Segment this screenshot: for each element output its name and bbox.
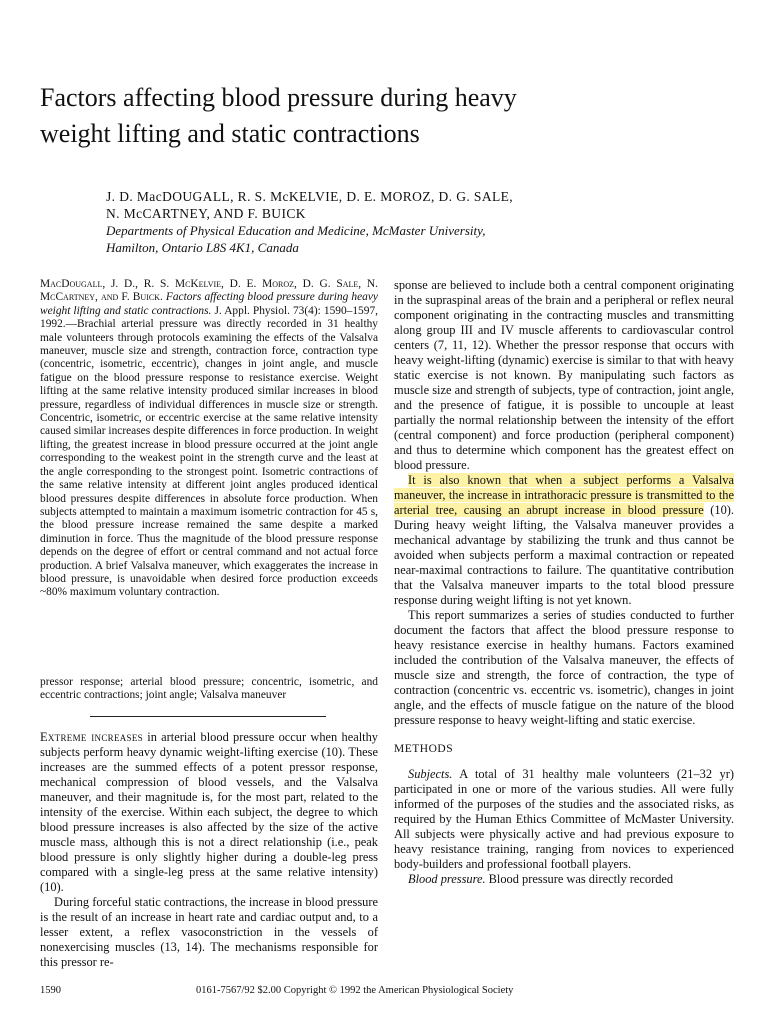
abstract <box>40 278 378 600</box>
abstract-citation-source: J. Appl. Physiol. 73(4): 1590–1597, 1992.— <box>40 304 378 331</box>
subjects-text: A total of 31 healthy male volunteers (21–32 yr) participated in one or more of the various studies. All were fully informed of the purposes of the studies and the associated risks, as required by the Human Ethics Committee of McMaster University. All subjects were physically active and had previous exposure to heavy resistance training, ranging from novices to experienced body-builders and professional football players. <box>394 767 734 871</box>
section-divider <box>90 716 326 717</box>
methods-heading: METHODS <box>394 743 454 755</box>
abstract-citation-title: Factors affecting blood pressure during heavy weight lifting and static contractions. <box>40 291 378 317</box>
intro-paragraph-2: During forceful static contractions, the increase in blood pressure is the result of an increase in heart rate and cardiac output and, to a lesser extent, a reflex vasoconstriction in the vessels of nonexercising muscles (13, 14). The mechanisms responsible for this pressor re- <box>40 895 378 969</box>
affiliation <box>106 222 666 256</box>
author-list <box>106 188 666 222</box>
authors-line-2: N. McCARTNEY, AND F. BUICK <box>106 206 306 221</box>
blood-pressure-paragraph <box>394 872 734 887</box>
title-line-1: Factors affecting blood pressure during heavy <box>40 83 517 112</box>
blood-pressure-text: Blood pressure was directly recorded <box>485 872 674 886</box>
authors-line-1: J. D. MacDOUGALL, R. S. McKELVIE, D. E. MOROZ, D. G. SALE, <box>106 189 514 204</box>
affiliation-line-2: Hamilton, Ontario L8S 4K1, Canada <box>106 240 299 255</box>
subjects-label: Subjects. <box>408 767 453 781</box>
copyright-line: 0161-7567/92 $2.00 Copyright © 1992 the American Physiological Society <box>196 985 514 996</box>
intro-lead-in: Extreme increases <box>40 730 143 744</box>
keywords: pressor response; arterial blood pressure; concentric, isometric, and eccentric contractions; joint angle; Valsalva maneuver <box>40 676 378 702</box>
abstract-text: Brachial arterial pressure was directly recorded in 31 healthy male volunteers through protocols examining the effects of the Valsalva maneuver, muscle size and strength, contraction force, contraction type (concentric, isometric, eccentric), changes in joint angle, and muscle fatigue on the blood pressure response to resistance exercise. Weight lifting at the same relative intensity produced similar increases in blood pressure, regardless of individual differences in muscle size or strength. Concentric, isometric, or eccentric exercise at the same relative intensity caused similar increases despite differences in force production. In weight lifting, the greatest increase in blood pressure occurred at the joint angle corresponding to the weakest point in the strength curve and the least at the angle corresponding to the strongest point. Isometric contractions of the same relative intensity at different joint angles produced identical blood pressures despite differences in absolute force production. When subjects attempted to maintain a maximum isometric contraction for 45 s, the blood pressure increase remained the same despite a marked diminution in force. Thus the magnitude of the blood pressure response depends on the degree of effort or central command and not actual force production. A brief Valsalva maneuver, which exaggerates the increase in blood pressure, is unavoidable when desired force production exceeds ~80% maximum voluntary contraction. <box>40 318 378 599</box>
title-line-2: weight lifting and static contractions <box>40 119 420 148</box>
affiliation-line-1: Departments of Physical Education and Medicine, McMaster University, <box>106 223 486 238</box>
subjects-paragraph <box>394 767 734 872</box>
intro-paragraph-4-text: (10). During heavy weight lifting, the Valsalva maneuver provides a mechanical advantage by stabilizing the trunk and thus cannot be avoided when subjects perform a maximal contraction or repeated near-maximal contractions to failure. The quantitative contribution that the Valsalva maneuver imparts to the total blood pressure response during weight lifting is not yet known. <box>394 503 734 607</box>
abstract-paragraph <box>40 278 378 600</box>
body-right-column <box>394 278 734 887</box>
article-title <box>40 80 740 152</box>
highlighted-text: It is also known that when a subject performs a Valsalva maneuver, the increase in intrathoracic pressure is transmitted to the arterial tree, causing an abrupt increase in blood pressure <box>394 473 734 517</box>
intro-paragraph-4 <box>394 473 734 608</box>
intro-paragraph-1-text: in arterial blood pressure occur when healthy subjects perform heavy dynamic weight-lifting exercise (10). These increases are the summed effects of a potent pressor response, mechanical compression of blood vessels, and the Valsalva maneuver, and their magnitude is, for the most part, related to the intensity of the exercise. Within each subject, the degree to which blood pressure increases is also affected by the size of the active muscle mass, although this is not a direct relationship (i.e., peak blood pressure is only slightly higher during a double-leg press compared with a single-leg press at the same relative intensity) (10). <box>40 730 379 894</box>
intro-paragraph-5: This report summarizes a series of studies conducted to further document the factors that affect the blood pressure response to heavy resistance exercise in healthy humans. Factors examined included the contribution of the Valsalva maneuver, the effects of muscle size and strength, the force of contraction, the type of contraction (concentric vs. eccentric vs. isometric), changes in joint angle, and the effects of muscle fatigue on the nature of the blood pressure response to heavy weight-lifting and static exercise. <box>394 608 734 727</box>
body-left-column <box>40 730 378 970</box>
page-number: 1590 <box>40 985 61 996</box>
blood-pressure-label: Blood pressure. <box>408 872 486 886</box>
intro-paragraph-1 <box>40 730 378 895</box>
abstract-citation-authors: MacDougall, J. D., R. S. McKelvie, D. E. Moroz, D. G. Sale, N. McCartney, and F. Buick. <box>40 278 378 304</box>
intro-paragraph-3: sponse are believed to include both a central component originating in the supraspinal areas of the brain and a peripheral or reflex neural component originating in the contracting muscles and transmitting along group III and IV muscle afferents to cardiovascular control centers (7, 11, 12). Whether the pressor response that occurs with heavy weight-lifting (dynamic) exercise is similar to that with heavy static exercise is not known. By manipulating such factors as muscle size and strength of subjects, type of contraction, joint angle, and the presence of fatigue, it is possible to uncouple at least partially the normal relationship between the intensity of the effort (central component) and force production (peripheral component) and thus to determine which component has the greatest effect on blood pressure. <box>394 278 734 472</box>
